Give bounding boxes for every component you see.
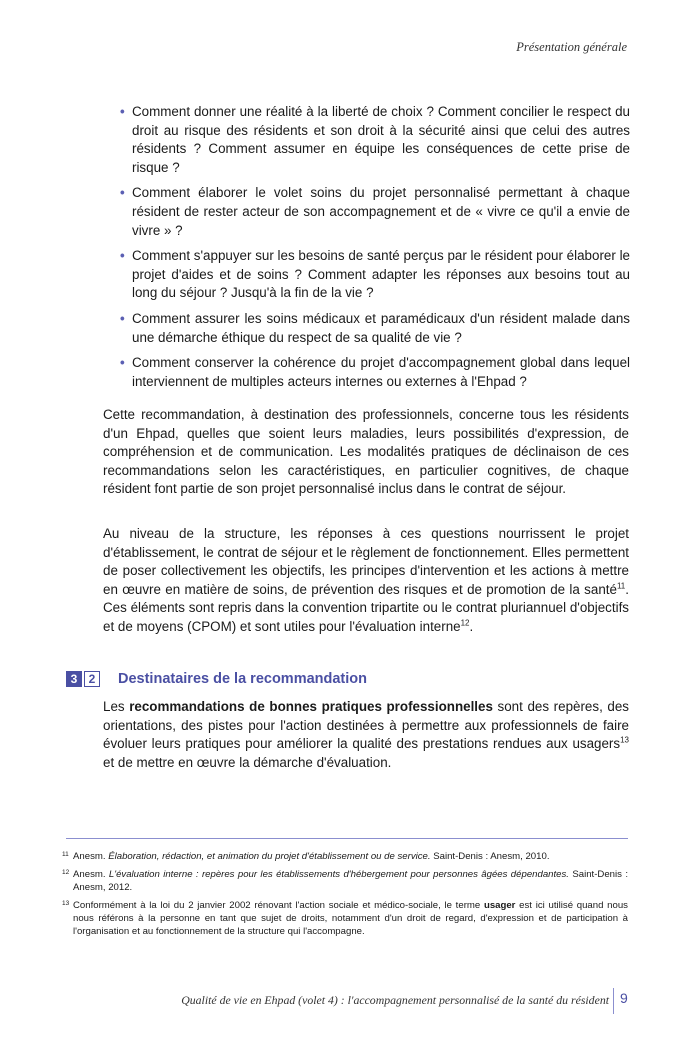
footnote-text: Anesm. — [73, 869, 109, 880]
list-item — [120, 184, 630, 240]
footnote-ref[interactable]: 11 — [616, 581, 626, 591]
bullet-icon: • — [120, 104, 125, 119]
paragraph-text: . — [469, 618, 474, 634]
body-paragraph-structure — [103, 525, 629, 637]
list-item — [120, 310, 630, 347]
paragraph-bold-text: recommandations de bonnes pratiques professionnelles — [129, 699, 493, 714]
footnote-text: Conformément à la loi du 2 janvier 2002 rénovant l'action sociale et médico-sociale, le terme — [73, 900, 484, 911]
list-item-text: Comment assurer les soins médicaux et paramédicaux d'un résident malade dans une démarche éthique du respect de sa qualité de vie ? — [132, 310, 630, 345]
footnote-text: Saint-Denis : Anesm, 2010. — [430, 851, 550, 862]
list-item-text: Comment conserver la cohérence du projet d'accompagnement global dans lequel interviennent de multiples acteurs internes ou externes à l'Ehpad ? — [132, 355, 630, 389]
section-title: Destinataires de la recommandation — [118, 671, 367, 687]
footnote-text: Saint-Denis : Anesm, 2012. — [73, 869, 628, 893]
footnote-number: 11 — [62, 851, 69, 858]
paragraph-text: Les — [103, 699, 130, 714]
list-item-text: Comment donner une réalité à la liberté de choix ? Comment concilier le respect du droit au risque des résidents et son droit à la sécurité ainsi que celui des autres résidents ? Comment assumer en équipe les conséquences de cette prise de risque ? — [132, 104, 630, 175]
running-header: Présentation générale — [516, 40, 627, 54]
footnote-number: 12 — [62, 869, 70, 876]
page-number: 9 — [620, 990, 628, 1006]
list-item-text: Comment s'appuyer sur les besoins de santé perçus par le résident pour élaborer le projet d'aides et de soins ? Comment adapter les réponses aux besoins tout au long du séjour ? Jusqu'à la fin de la vie ? — [132, 248, 630, 301]
footnote-title: Élaboration, rédaction, et animation du projet d'établissement ou de service. — [108, 851, 431, 862]
bullet-icon: • — [120, 355, 125, 371]
footnote-text: Anesm. — [73, 851, 109, 862]
footnote — [62, 899, 628, 938]
footnote-number: 13 — [62, 900, 70, 907]
list-item-text: Comment élaborer le volet soins du projet personnalisé permettant à chaque résident de rester acteur de son accompagnement et de « vivre ce qu'il a envie de vivre » ? — [132, 185, 630, 238]
list-item — [120, 247, 630, 303]
paragraph-text: . Ces éléments sont repris dans la convention tripartite ou le contrat pluriannuel d'objectifs et de moyens (CPOM) et sont utiles pour l'évaluation interne — [103, 581, 629, 634]
footnote-divider — [66, 838, 628, 839]
bullet-icon: • — [120, 248, 125, 264]
list-item — [120, 354, 630, 391]
section-heading — [66, 671, 367, 687]
list-item — [120, 103, 630, 177]
body-paragraph-scope: Cette recommandation, à destination des professionnels, concerne tous les résidents d'un Ehpad, quelles que soient leurs maladies, leurs possibilités d'expression, de compréhension et de communication. Les modalités pratiques de déclinaison de ces recommandations selon les caractéristiques, en particulier cognitives, de chaque résident font partie de son projet personnalisé inclus dans le contrat de séjour. — [103, 407, 629, 497]
footnote — [62, 868, 628, 894]
footnote — [62, 850, 628, 863]
paragraph-text: et de mettre en œuvre la démarche d'évaluation. — [103, 754, 392, 770]
footnote-text: est ici utilisé quand nous nous référons à la personne en tant que sujet de droits, notamment d'un droit de regard, d'expression et de participation à l'organisation et au fonctionnement de la structure qui l'accompagne. — [73, 900, 628, 937]
question-list — [120, 103, 630, 398]
footer-divider — [613, 988, 614, 1014]
section-number-minor: 2 — [84, 671, 100, 687]
body-paragraph-audience — [103, 698, 629, 772]
paragraph-text: Au niveau de la structure, les réponses à ces questions nourrissent le projet d'établissement, le contrat de séjour et le règlement de fonctionnement. Elles permettent de poser collectivement les objectifs, les principes d'intervention et les actions à mettre en œuvre en matière de soins, de prévention des risques et de promotion de la santé — [103, 526, 629, 597]
footnotes — [62, 850, 628, 943]
section-number-major: 3 — [66, 671, 82, 687]
bullet-icon: • — [120, 185, 125, 201]
footnote-ref[interactable]: 12 — [460, 618, 470, 628]
running-footer: Qualité de vie en Ehpad (volet 4) : l'accompagnement personnalisé de la santé du résident — [181, 993, 609, 1007]
footnote-bold-text: usager — [483, 900, 516, 911]
paragraph-text: sont des repères, des orientations, des pistes pour l'action destinées à permettre aux professionnels de faire évoluer leurs pratiques pour améliorer la qualité des prestations rendues aux usagers — [103, 699, 629, 752]
footnote-title: L'évaluation interne : repères pour les établissements d'hébergement pour personnes âgées dépendantes. — [108, 869, 569, 880]
bullet-icon: • — [120, 310, 125, 326]
footnote-ref[interactable]: 13 — [620, 735, 629, 745]
